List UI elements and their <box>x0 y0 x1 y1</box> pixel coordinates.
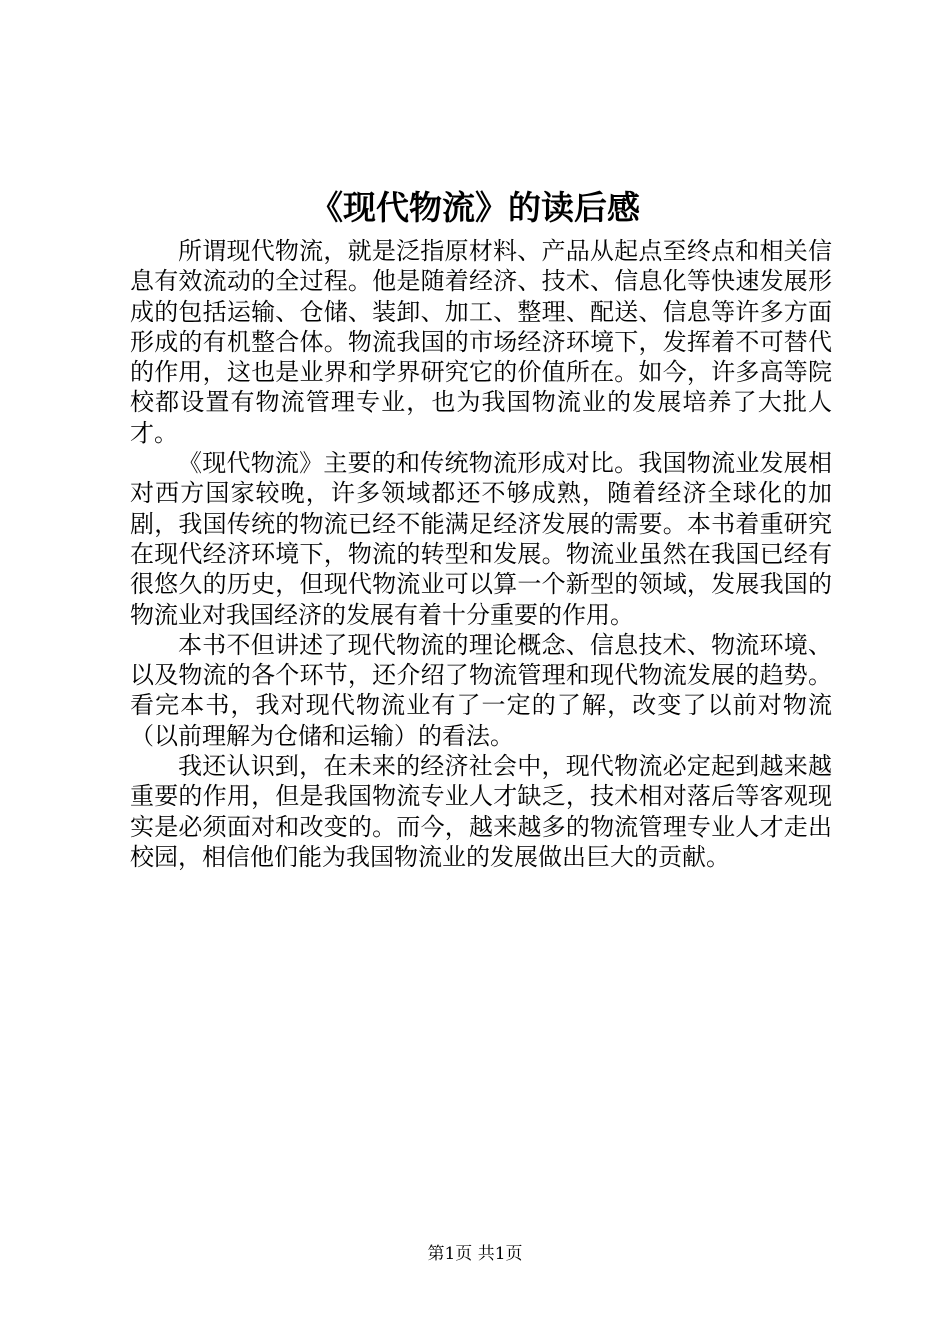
paragraph-4: 我还认识到，在未来的经济社会中，现代物流必定起到越来越重要的作用，但是我国物流专业人才缺乏，技术相对落后等客观现实是必须面对和改变的。而今，越来越多的物流管理专业人才走出校园，相信他们能为我国物流业的发展做出巨大的贡献。 <box>130 752 832 871</box>
paragraph-2: 《现代物流》主要的和传统物流形成对比。我国物流业发展相对西方国家较晚，许多领域都还不够成熟，随着经济全球化的加剧，我国传统的物流已经不能满足经济发展的需要。本书着重研究在现代经济环境下，物流的转型和发展。物流业虽然在我国已经有很悠久的历史，但现代物流业可以算一个新型的领域，发展我国的物流业对我国经济的发展有着十分重要的作用。 <box>130 449 832 629</box>
document-title: 《现代物流》的读后感 <box>310 188 640 227</box>
paragraph-1: 所谓现代物流，就是泛指原材料、产品从起点至终点和相关信息有效流动的全过程。他是随着经济、技术、信息化等快速发展形成的包括运输、仓储、装卸、加工、整理、配送、信息等许多方面形成的有机整合体。物流我国的市场经济环境下，发挥着不可替代的作用，这也是业界和学界研究它的价值所在。如今，许多高等院校都设置有物流管理专业，也为我国物流业的发展培养了大批人才。 <box>130 237 832 447</box>
paragraph-3: 本书不但讲述了现代物流的理论概念、信息技术、物流环境、以及物流的各个环节，还介绍了物流管理和现代物流发展的趋势。看完本书，我对现代物流业有了一定的了解，改变了以前对物流（以前理解为仓储和运输）的看法。 <box>130 630 832 750</box>
page-number-footer: 第1页 共1页 <box>427 1244 523 1264</box>
document-body <box>130 236 832 872</box>
